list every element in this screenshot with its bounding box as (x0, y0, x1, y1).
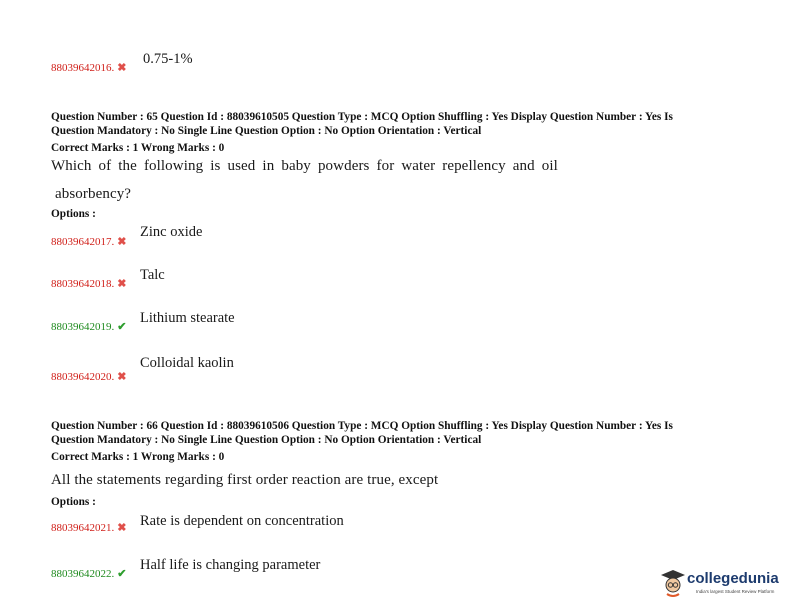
option-text: Zinc oxide (140, 224, 203, 240)
options-label: Options : (51, 496, 96, 508)
option-id: 88039642018. ✖ (51, 278, 127, 290)
option-id: 88039642019. ✔ (51, 321, 127, 333)
option-id: 88039642021. ✖ (51, 522, 127, 534)
question-text-line1: All the statements regarding first order reaction are true, except (51, 472, 439, 488)
option-id: 88039642016. ✖ (51, 62, 127, 74)
option-text: Talc (140, 267, 165, 283)
cross-icon: ✖ (117, 522, 127, 534)
logo-tagline: India's largest Student Review Platform (696, 589, 775, 594)
check-icon: ✔ (117, 321, 127, 333)
question-text-line1: Which of the following is used in baby powders for water repellency and oil (51, 158, 558, 174)
option-id: 88039642020. ✖ (51, 371, 127, 383)
logo-name: collegedunia (687, 570, 779, 587)
option-text: Rate is dependent on concentration (140, 513, 344, 529)
options-label: Options : (51, 208, 96, 220)
option-id: 88039642017. ✖ (51, 236, 127, 248)
collegedunia-logo (660, 568, 785, 602)
question-meta-line2: Question Mandatory : No Single Line Question Option : No Option Orientation : Vertical (51, 125, 482, 137)
graduate-icon (660, 568, 686, 598)
question-marks: Correct Marks : 1 Wrong Marks : 0 (51, 142, 225, 154)
check-icon: ✔ (117, 568, 127, 580)
question-text-line2: absorbency? (55, 186, 132, 202)
question-meta-line1: Question Number : 66 Question Id : 88039610506 Question Type : MCQ Option Shuffling : Yes Display Question Number : Yes Is (51, 420, 673, 432)
option-text: Half life is changing parameter (140, 557, 321, 573)
option-text: Colloidal kaolin (140, 355, 234, 371)
cross-icon: ✖ (117, 371, 127, 383)
option-text: Lithium stearate (140, 310, 235, 326)
question-meta-line1: Question Number : 65 Question Id : 88039610505 Question Type : MCQ Option Shuffling : Yes Display Question Number : Yes Is (51, 111, 673, 123)
cross-icon: ✖ (117, 62, 127, 74)
question-meta-line2: Question Mandatory : No Single Line Question Option : No Option Orientation : Vertical (51, 434, 482, 446)
question-marks: Correct Marks : 1 Wrong Marks : 0 (51, 451, 225, 463)
cross-icon: ✖ (117, 236, 127, 248)
option-text: 0.75-1% (143, 51, 193, 67)
cross-icon: ✖ (117, 278, 127, 290)
option-id: 88039642022. ✔ (51, 568, 127, 580)
